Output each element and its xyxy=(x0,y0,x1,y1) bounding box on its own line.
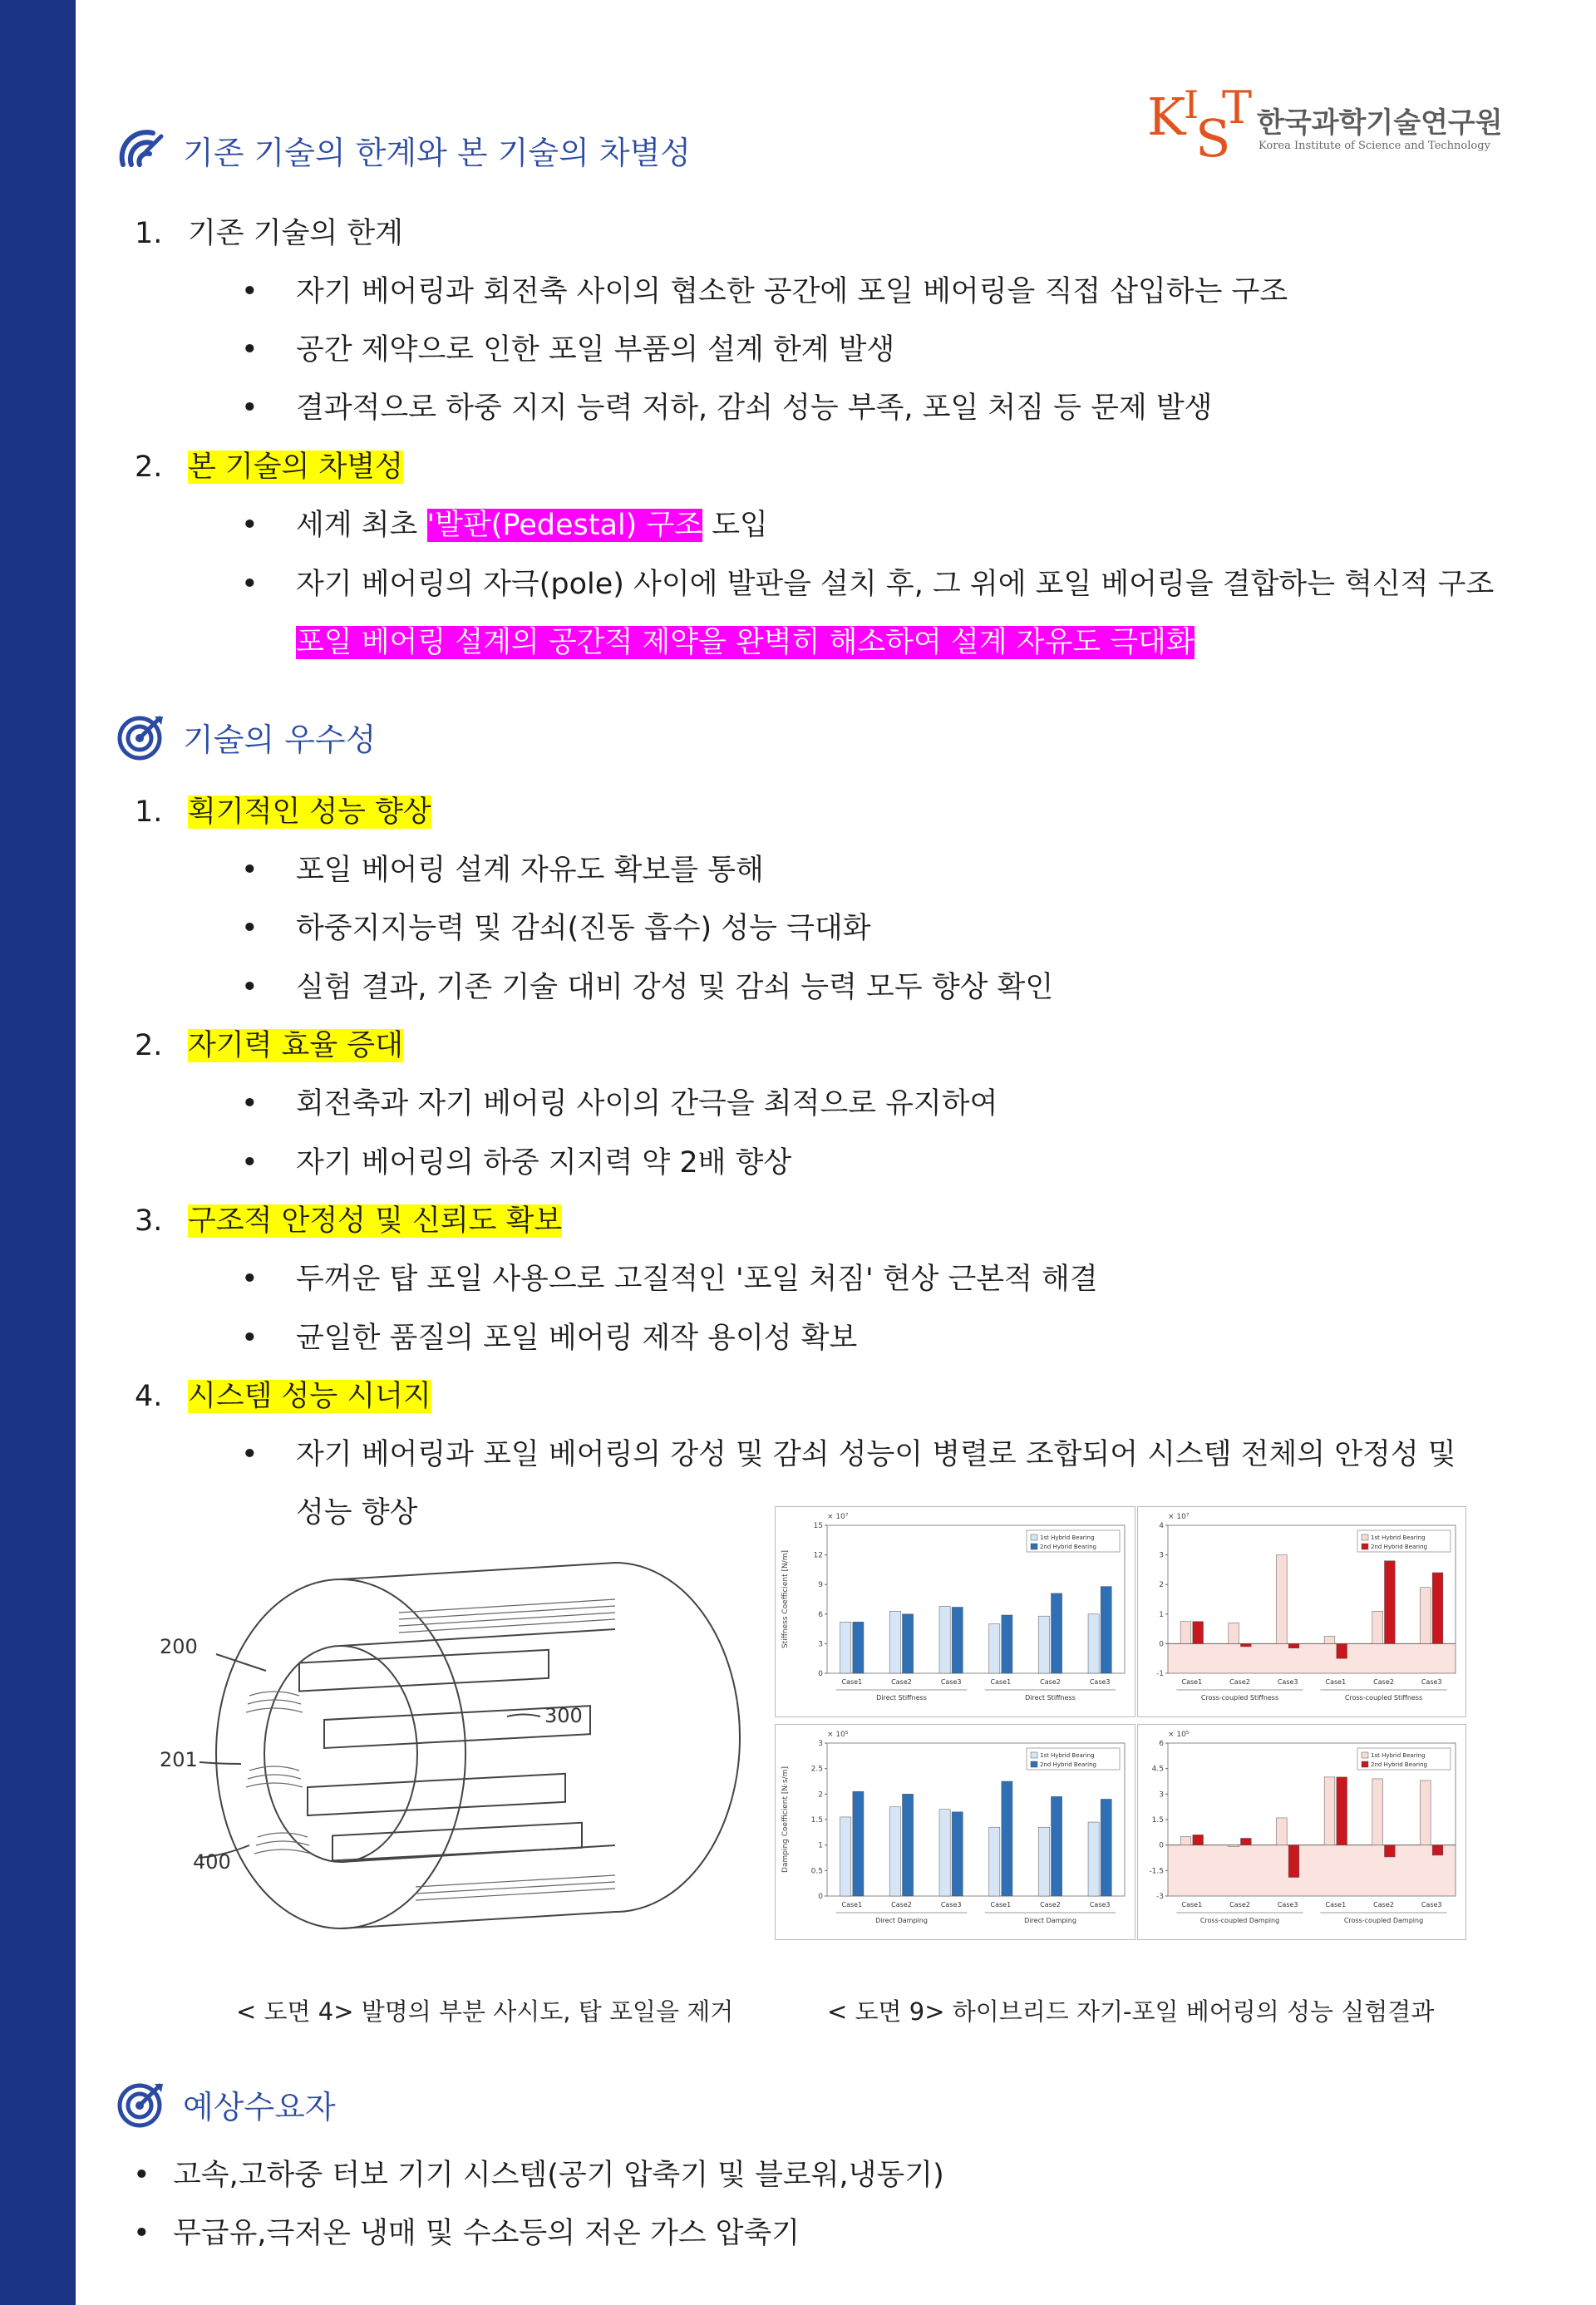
y-tick-label: 2.5 xyxy=(810,1765,823,1774)
negative-region xyxy=(1168,1643,1456,1673)
bar xyxy=(1229,1623,1239,1643)
logo-org-subtitle: Korea Institute of Science and Technology xyxy=(1259,140,1490,152)
item-number: 2. xyxy=(135,451,163,484)
y-tick-label: 6 xyxy=(1159,1740,1164,1748)
bar xyxy=(853,1622,864,1673)
x-tick-label: Case3 xyxy=(1421,1901,1442,1909)
bullet-text: 자기 베어링과 회전축 사이의 협소한 공간에 포일 베어링을 직접 삽입하는 구조 xyxy=(296,275,1288,308)
kist-logo xyxy=(1145,76,1520,176)
item-title: 시스템 성능 시너지 xyxy=(188,1380,431,1413)
bar xyxy=(1088,1614,1099,1673)
target-arrow-icon xyxy=(116,126,166,173)
figure-caption-drawing: < 도면 4> 발명의 부분 사시도, 탑 포일을 제거 xyxy=(236,1997,734,2026)
bar xyxy=(989,1827,1000,1896)
section-heading-excellence xyxy=(116,712,376,761)
bar xyxy=(989,1624,1000,1673)
y-tick-label: 3 xyxy=(1159,1790,1164,1800)
legend-label: 2nd Hybrid Bearing xyxy=(1371,1761,1428,1768)
bar xyxy=(1288,1643,1299,1647)
x-tick-label: Case2 xyxy=(1373,1678,1394,1686)
section-title: 기술의 우수성 xyxy=(183,721,377,758)
section-heading-limits xyxy=(116,125,691,175)
legend-label: 1st Hybrid Bearing xyxy=(1371,1752,1426,1759)
bar xyxy=(1276,1818,1287,1845)
numbered-item-1 xyxy=(135,791,431,833)
y-tick-label: 1.5 xyxy=(1151,1816,1164,1825)
bar xyxy=(853,1791,864,1896)
bar xyxy=(889,1611,900,1673)
target-icon xyxy=(116,2079,166,2129)
x-tick-label: Case3 xyxy=(1277,1678,1298,1686)
legend-swatch xyxy=(1362,1752,1368,1758)
y-exponent-label: × 10⁷ xyxy=(1168,1513,1190,1521)
y-axis-label: Stiffness Coefficient [N/m] xyxy=(781,1549,790,1649)
drawing-label-300: 300 xyxy=(544,1704,583,1727)
y-exponent-label: × 10⁵ xyxy=(827,1731,849,1739)
legend-label: 2nd Hybrid Bearing xyxy=(1371,1544,1428,1550)
y-tick-label: 2 xyxy=(818,1790,823,1800)
bar xyxy=(1038,1616,1049,1673)
x-tick-label: Case1 xyxy=(1181,1678,1203,1686)
section-title: 예상수요자 xyxy=(183,2088,336,2125)
bar xyxy=(1101,1587,1111,1673)
group-label: Cross-coupled Damping xyxy=(1199,1917,1280,1924)
bar xyxy=(1193,1835,1204,1844)
numbered-item-4 xyxy=(135,1376,431,1417)
bar xyxy=(939,1810,950,1896)
x-tick-label: Case1 xyxy=(841,1901,863,1909)
highlighted-text: 포일 베어링 설계의 공간적 제약을 완벽히 해소하여 설계 자유도 극대화 xyxy=(296,626,1195,659)
x-tick-label: Case1 xyxy=(1181,1901,1203,1909)
x-tick-label: Case2 xyxy=(1229,1901,1250,1909)
group-label: Direct Stiffness xyxy=(876,1694,927,1702)
x-tick-label: Case1 xyxy=(1325,1678,1347,1686)
y-tick-label: 2 xyxy=(1159,1581,1164,1590)
y-exponent-label: × 10⁵ xyxy=(1168,1731,1190,1739)
numbered-item-2 xyxy=(135,446,403,488)
bullet-text: 공간 제약으로 인한 포일 부품의 설계 한계 발생 xyxy=(296,333,895,367)
bullet-text: 균일한 품질의 포일 베어링 제작 용이성 확보 xyxy=(296,1322,858,1355)
bar xyxy=(903,1794,914,1896)
chart-direct-damping xyxy=(775,1724,1135,1940)
legend-swatch xyxy=(1362,1534,1368,1540)
y-tick-label: -3 xyxy=(1156,1893,1164,1901)
bar xyxy=(939,1606,950,1673)
y-tick-label: 0 xyxy=(1159,1841,1164,1850)
section-heading-demand xyxy=(116,2079,336,2129)
x-tick-label: Case3 xyxy=(1421,1678,1442,1686)
y-tick-label: 3 xyxy=(818,1740,823,1748)
bar xyxy=(1385,1845,1396,1857)
chart-svg xyxy=(1138,1725,1465,1939)
bar xyxy=(840,1817,851,1896)
bar xyxy=(1324,1777,1335,1845)
bar xyxy=(903,1614,914,1673)
kist-logo-mark xyxy=(1145,76,1254,176)
chart-direct-stiffness xyxy=(775,1506,1135,1717)
numbered-item-2 xyxy=(135,1025,403,1066)
y-tick-label: -1 xyxy=(1156,1670,1164,1678)
y-tick-label: 4 xyxy=(1159,1522,1164,1530)
x-tick-label: Case2 xyxy=(891,1678,912,1686)
bar xyxy=(1420,1588,1431,1644)
y-axis-label: Damping Coefficient [N·s/m] xyxy=(781,1766,790,1873)
bar xyxy=(1420,1780,1431,1845)
group-label: Cross-coupled Damping xyxy=(1343,1917,1424,1924)
numbered-item-1 xyxy=(135,213,403,254)
item-title: 본 기술의 차별성 xyxy=(188,451,403,484)
bullet-text: 자기 베어링의 하중 지지력 약 2배 향상 xyxy=(296,1146,792,1180)
y-tick-label: 4.5 xyxy=(1151,1765,1164,1774)
chart-svg xyxy=(776,1725,1135,1939)
logo-org-name: 한국과학기술연구원 xyxy=(1257,106,1503,140)
bar xyxy=(1385,1561,1396,1644)
y-tick-label: -1.5 xyxy=(1149,1867,1164,1876)
svg-text:S: S xyxy=(1195,108,1231,169)
drawing-label-200: 200 xyxy=(160,1635,198,1658)
bullet-text: 성능 향상 xyxy=(296,1496,418,1529)
y-tick-label: 1 xyxy=(1159,1610,1164,1619)
legend-label: 1st Hybrid Bearing xyxy=(1040,1534,1095,1541)
legend-swatch xyxy=(1362,1544,1368,1549)
x-tick-label: Case1 xyxy=(990,1901,1012,1909)
x-tick-label: Case2 xyxy=(1040,1901,1061,1909)
drawing-label-400: 400 xyxy=(193,1850,231,1874)
bullet-text: 자기 베어링의 자극(pole) 사이에 발판을 설치 후, 그 위에 포일 베어링을 결합하는 혁신적 구조 xyxy=(296,568,1495,601)
legend-label: 1st Hybrid Bearing xyxy=(1371,1534,1426,1541)
x-tick-label: Case1 xyxy=(990,1678,1012,1686)
group-label: Cross-coupled Stiffness xyxy=(1200,1694,1279,1702)
y-tick-label: 1.5 xyxy=(810,1816,823,1825)
y-tick-label: 0.5 xyxy=(810,1867,823,1876)
item-number: 1. xyxy=(135,795,163,829)
legend-label: 2nd Hybrid Bearing xyxy=(1040,1761,1097,1768)
legend-swatch xyxy=(1031,1752,1037,1758)
bullet-text: 무급유,극저온 냉매 및 수소등의 저온 가스 압축기 xyxy=(173,2217,800,2250)
legend-swatch xyxy=(1362,1761,1368,1767)
x-tick-label: Case3 xyxy=(1277,1901,1298,1909)
bar xyxy=(1180,1622,1191,1644)
bar xyxy=(1288,1845,1299,1878)
bar xyxy=(1002,1781,1012,1896)
x-tick-label: Case2 xyxy=(891,1901,912,1909)
bar xyxy=(1101,1799,1111,1896)
bar xyxy=(1324,1637,1335,1644)
x-tick-label: Case2 xyxy=(1040,1678,1061,1686)
y-tick-label: 1 xyxy=(818,1841,823,1850)
y-tick-label: 9 xyxy=(818,1581,823,1590)
y-tick-label: 3 xyxy=(818,1640,823,1649)
y-exponent-label: × 10⁷ xyxy=(827,1513,849,1521)
item-title: 구조적 안정성 및 신뢰도 확보 xyxy=(188,1204,563,1238)
bar xyxy=(1038,1827,1049,1896)
chart-svg xyxy=(776,1507,1135,1716)
y-tick-label: 0 xyxy=(818,1670,823,1678)
bar xyxy=(840,1622,851,1673)
performance-charts-figure xyxy=(775,1506,1465,1938)
item-number: 1. xyxy=(135,217,163,250)
bar xyxy=(952,1607,963,1673)
bullet-text: 실험 결과, 기존 기술 대비 강성 및 감쇠 능력 모두 향상 확인 xyxy=(296,971,1054,1004)
bar xyxy=(1337,1777,1347,1845)
bar xyxy=(1052,1593,1062,1673)
chart-cross-stiffness xyxy=(1137,1506,1466,1717)
bullet-text: 고속,고하중 터보 기기 시스템(공기 압축기 및 블로워,냉동기) xyxy=(173,2159,944,2192)
bearing-drawing-figure xyxy=(150,1546,748,1953)
x-tick-label: Case1 xyxy=(841,1678,863,1686)
negative-region xyxy=(1168,1845,1456,1896)
legend-swatch xyxy=(1031,1534,1037,1540)
bullet-text: 두꺼운 탑 포일 사용으로 고질적인 '포일 처짐' 현상 근본적 해결 xyxy=(296,1263,1098,1296)
bar xyxy=(1180,1836,1191,1844)
item-number: 4. xyxy=(135,1380,163,1413)
group-label: Direct Stiffness xyxy=(1025,1694,1076,1702)
section-title: 기존 기술의 한계와 본 기술의 차별성 xyxy=(183,134,692,171)
x-tick-label: Case3 xyxy=(1089,1678,1111,1686)
y-tick-label: 12 xyxy=(813,1551,823,1560)
bar xyxy=(1088,1822,1099,1896)
bar xyxy=(1241,1643,1252,1647)
bullet-text: 자기 베어링과 포일 베어링의 강성 및 감쇠 성능이 병렬로 조합되어 시스템 전체의 안정성 및 xyxy=(296,1438,1456,1471)
x-tick-label: Case3 xyxy=(940,1901,962,1909)
bar xyxy=(1002,1615,1012,1673)
legend-label: 2nd Hybrid Bearing xyxy=(1040,1544,1097,1550)
bullet-text: 도입 xyxy=(702,509,768,542)
group-label: Direct Damping xyxy=(875,1917,928,1924)
svg-text:I: I xyxy=(1184,82,1199,127)
bar xyxy=(1372,1779,1383,1845)
bullet-text: 세계 최초 xyxy=(296,509,427,542)
bar xyxy=(1276,1555,1287,1644)
bar xyxy=(889,1807,900,1896)
y-tick-label: 0 xyxy=(1159,1640,1164,1649)
figure-caption-charts: < 도면 9> 하이브리드 자기-포일 베어링의 성능 실험결과 xyxy=(827,1997,1435,2026)
bar xyxy=(952,1812,963,1896)
drawing-label-201: 201 xyxy=(160,1748,198,1771)
bullet-text: 하중지지능력 및 감쇠(진동 흡수) 성능 극대화 xyxy=(296,912,871,945)
target-icon xyxy=(116,712,166,761)
y-tick-label: 15 xyxy=(813,1522,823,1530)
legend-swatch xyxy=(1031,1544,1037,1549)
bar xyxy=(1193,1622,1204,1644)
group-label: Cross-coupled Stiffness xyxy=(1344,1694,1423,1702)
left-accent-bar xyxy=(0,0,76,2305)
bar xyxy=(1432,1573,1443,1643)
x-tick-label: Case1 xyxy=(1325,1901,1347,1909)
bar xyxy=(1432,1845,1443,1855)
bearing-perspective-drawing xyxy=(150,1546,748,1953)
item-number: 3. xyxy=(135,1204,163,1238)
group-label: Direct Damping xyxy=(1024,1917,1076,1924)
x-tick-label: Case3 xyxy=(1089,1901,1111,1909)
bar xyxy=(1052,1796,1062,1896)
item-title: 획기적인 성능 향상 xyxy=(188,795,431,829)
highlighted-text: '발판(Pedestal) 구조 xyxy=(426,509,703,542)
item-title: 기존 기술의 한계 xyxy=(188,217,403,250)
x-tick-label: Case2 xyxy=(1229,1678,1250,1686)
x-tick-label: Case2 xyxy=(1373,1901,1394,1909)
svg-text:K: K xyxy=(1147,86,1186,147)
bar xyxy=(1229,1845,1239,1847)
bullet-text: 회전축과 자기 베어링 사이의 간극을 최적으로 유지하여 xyxy=(296,1087,998,1120)
bullet-text: 포일 베어링 설계 자유도 확보를 통해 xyxy=(296,854,764,887)
chart-cross-damping xyxy=(1137,1724,1466,1940)
y-tick-label: 3 xyxy=(1159,1551,1164,1560)
item-title: 자기력 효율 증대 xyxy=(188,1029,403,1062)
legend-label: 1st Hybrid Bearing xyxy=(1040,1752,1095,1759)
x-tick-label: Case3 xyxy=(940,1678,962,1686)
y-tick-label: 0 xyxy=(818,1893,823,1901)
bar xyxy=(1337,1643,1347,1658)
bullet-text: 결과적으로 하중 지지 능력 저하, 감쇠 성능 부족, 포일 처짐 등 문제 발생 xyxy=(296,392,1213,425)
legend-swatch xyxy=(1031,1761,1037,1767)
chart-svg xyxy=(1138,1507,1465,1716)
svg-text:T: T xyxy=(1222,81,1253,134)
numbered-item-3 xyxy=(135,1200,562,1242)
y-tick-label: 6 xyxy=(818,1610,823,1619)
bar xyxy=(1241,1838,1252,1844)
item-number: 2. xyxy=(135,1029,163,1062)
bar xyxy=(1372,1611,1383,1643)
